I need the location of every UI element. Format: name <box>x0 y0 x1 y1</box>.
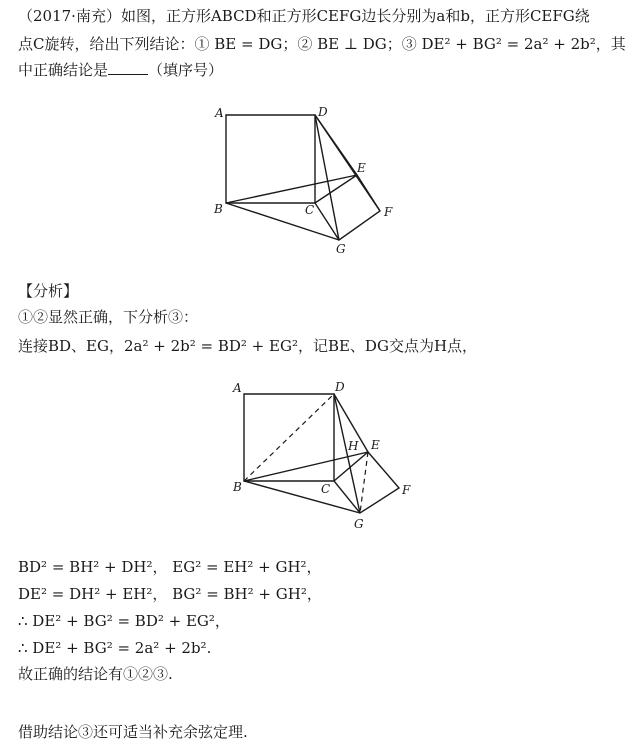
equation-2: DE² = DH² + EH²， BG² = BH² + GH²， <box>18 585 322 603</box>
fig2-label-h: H <box>348 439 359 453</box>
fig1-label-f: F <box>384 205 393 219</box>
dashed-eg <box>360 452 368 513</box>
analysis-line-1: ①②显然正确，下分析③： <box>18 308 199 326</box>
note: 借助结论③还可适当补充余弦定理. <box>18 723 248 741</box>
fig2-label-c: C <box>321 482 331 496</box>
figure-1-lines <box>226 115 380 240</box>
fig2-label-g: G <box>354 517 364 531</box>
dashed-bd <box>244 394 334 481</box>
problem-line-3-suffix: （填序号） <box>148 61 224 79</box>
fig2-label-a: A <box>233 381 242 395</box>
segment-bg-2 <box>244 481 360 513</box>
fig1-label-d: D <box>318 105 328 119</box>
figure-2-dashed <box>244 394 368 513</box>
fig1-label-a: A <box>215 106 224 120</box>
figure-1 <box>0 0 640 270</box>
equation-1: BD² = BH² + DH²， EG² = EH² + GH²， <box>18 558 322 576</box>
segment-be <box>226 175 357 203</box>
conclusion: 故正确的结论有①②③. <box>18 665 173 683</box>
problem-line-2: 点C旋转，给出下列结论：① BE = DG；② BE ⊥ DG；③ DE² + BG² = 2a² + 2b²，其 <box>18 35 626 53</box>
fig2-label-f: F <box>402 483 411 497</box>
fig2-label-b: B <box>233 480 242 494</box>
equation-3: ∴ DE² + BG² = BD² + EG²， <box>18 612 230 630</box>
analysis-line-2: 连接BD、EG，2a² + 2b² = BD² + EG²，记BE、DG交点为H点， <box>18 337 478 355</box>
fig1-label-c: C <box>305 203 315 217</box>
figure-2 <box>0 370 640 540</box>
equation-4: ∴ DE² + BG² = 2a² + 2b². <box>18 639 212 657</box>
analysis-heading: 【分析】 <box>18 282 79 300</box>
segment-bg <box>226 203 339 240</box>
square-abcd <box>226 115 315 203</box>
fig1-label-e: E <box>357 161 366 175</box>
fig2-label-e: E <box>371 438 380 452</box>
segment-dg-2 <box>334 394 360 513</box>
fig1-label-g: G <box>336 242 346 256</box>
problem-line-1: （2017·南充）如图，正方形ABCD和正方形CEFG边长分别为a和b，正方形CEFG绕 <box>18 7 590 25</box>
problem-line-3-prefix: 中正确结论是 <box>18 61 109 79</box>
fig2-label-d: D <box>335 380 345 394</box>
square-cefg <box>315 175 380 240</box>
fig1-label-b: B <box>214 202 223 216</box>
